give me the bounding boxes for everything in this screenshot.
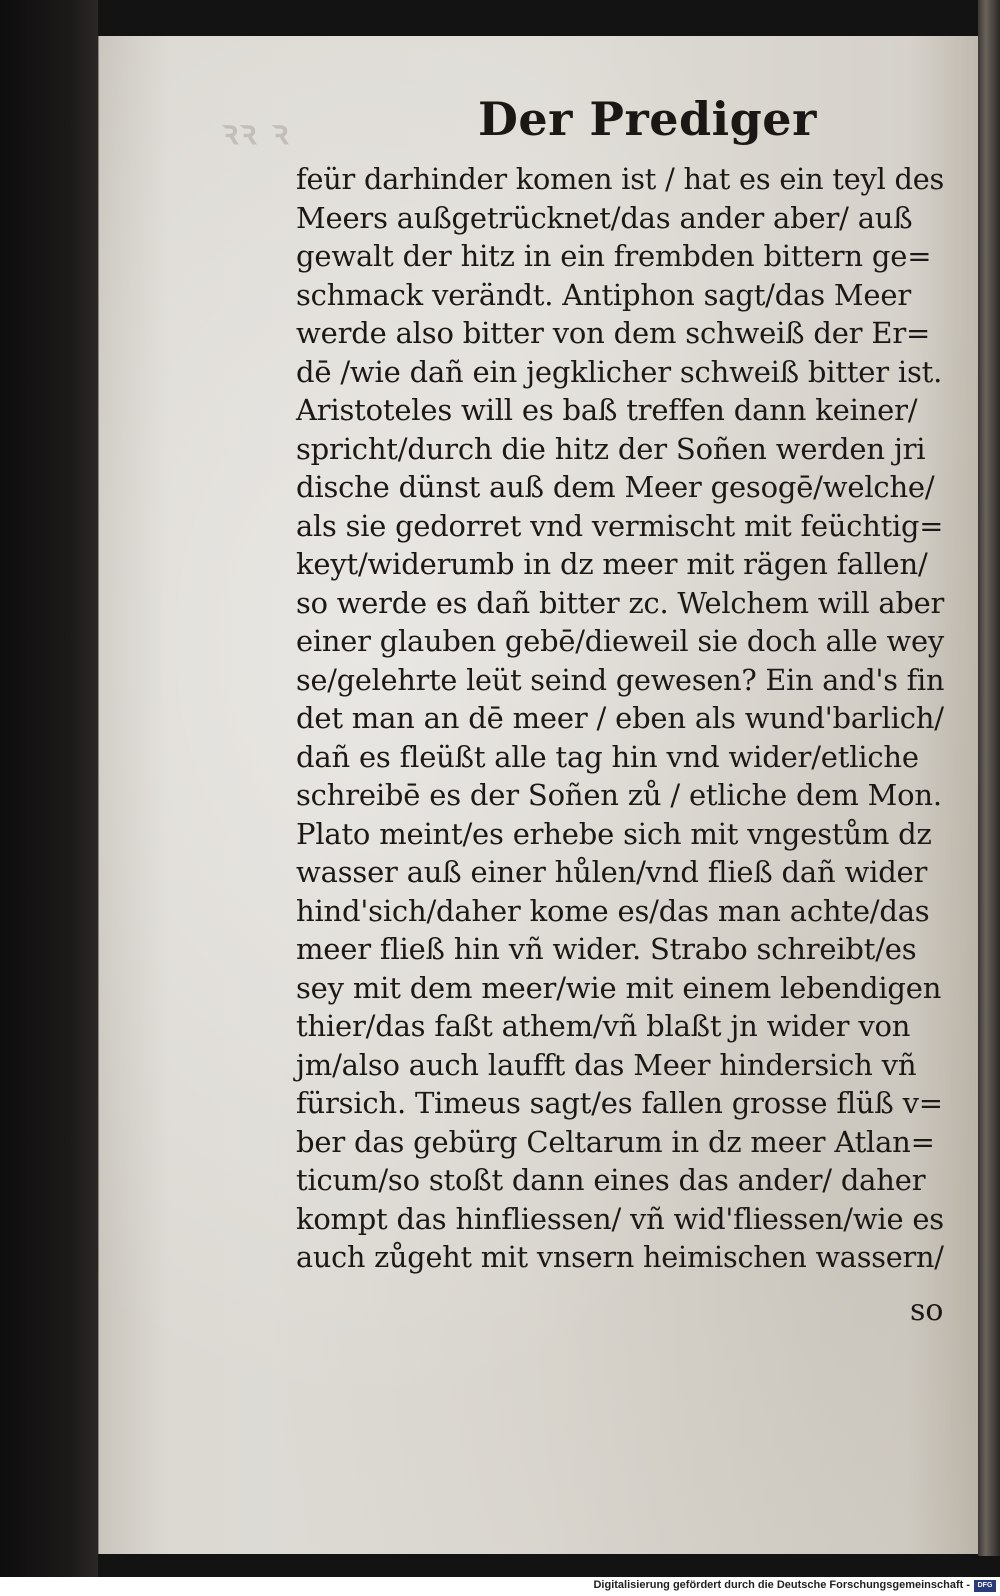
dfg-logo: DFG <box>974 1580 996 1592</box>
text-line: jm/also auch laufft das Meer hindersich vñ <box>296 1047 917 1082</box>
catchword: so <box>910 1293 944 1328</box>
text-line: spricht/durch die hitz der Soñen werden jri <box>296 431 926 466</box>
text-line: feür darhinder komen ist / hat es ein teyl des <box>296 162 945 196</box>
text-line: Aristoteles will es baß treffen dann keiner/ <box>296 393 918 427</box>
text-line: schmack verändt. Antiphon sagt/das Meer <box>296 277 911 312</box>
footer-bar <box>0 1577 1000 1596</box>
text-line: auch zůgeht mit vnsern heimischen wassern/ <box>296 1240 944 1274</box>
running-head: Der Prediger <box>478 92 817 146</box>
text-line: ber das gebürg Celtarum in dz meer Atlan= <box>296 1124 935 1159</box>
text-line: werde also bitter von dem schweiß der Er= <box>296 316 931 350</box>
text-line: schreibē es der Soñen zů / etliche dem Mon. <box>296 778 942 812</box>
book-binding-edge <box>978 0 1000 1556</box>
text-line: hind'sich/daher kome es/das man achte/das <box>296 893 930 928</box>
text-line: gewalt der hitz in ein frembden bittern ge= <box>296 239 932 273</box>
footer-credit: Digitalisierung gefördert durch die Deutsche Forschungsgemeinschaft - <box>593 1579 970 1591</box>
text-line: dē /wie dañ ein jegklicher schweiß bitter ist. <box>296 354 943 389</box>
text-line: als sie gedorret vnd vermischt mit feüchtig= <box>296 508 944 543</box>
text-line: dañ es fleüßt alle tag hin vnd wider/etliche <box>296 739 919 774</box>
text-line: so werde es dañ bitter zc. Welchem will aber <box>296 585 945 620</box>
body-text <box>296 160 945 1277</box>
scan-left-margin <box>0 0 98 1596</box>
text-line: fürsich. Timeus sagt/es fallen grosse flüß v= <box>296 1086 943 1120</box>
text-line: keyt/widerumb in dz meer mit rägen fallen/ <box>296 547 928 581</box>
text-line: dische dünst auß dem Meer gesogē/welche/ <box>296 470 935 504</box>
text-line: sey mit dem meer/wie mit einem lebendigen <box>296 970 942 1005</box>
text-line: kompt das hinfliessen/ vñ wid'fliessen/wie es <box>296 1201 944 1236</box>
text-line: thier/das faßt athem/vñ blaßt jn wider von <box>296 1009 911 1043</box>
bleed-through-mark: ꝛꝛ ꝛ <box>222 113 291 153</box>
text-line: ticum/so stoßt dann eines das ander/ daher <box>296 1163 926 1197</box>
text-line: Meers außgetrücknet/das ander aber/ auß <box>296 200 913 235</box>
text-line: einer glauben gebē/dieweil sie doch alle wey <box>296 624 944 658</box>
text-line: wasser auß einer hůlen/vnd fließ dañ wider <box>296 855 928 889</box>
text-line: se/gelehrte leüt seind gewesen? Ein and's fin <box>296 662 945 697</box>
text-line: meer fließ hin vñ wider. Strabo schreibt/es <box>296 932 917 966</box>
text-line: det man an dē meer / eben als wund'barlich/ <box>296 701 944 735</box>
text-line: Plato meint/es erhebe sich mit vngestům dz <box>296 816 932 851</box>
